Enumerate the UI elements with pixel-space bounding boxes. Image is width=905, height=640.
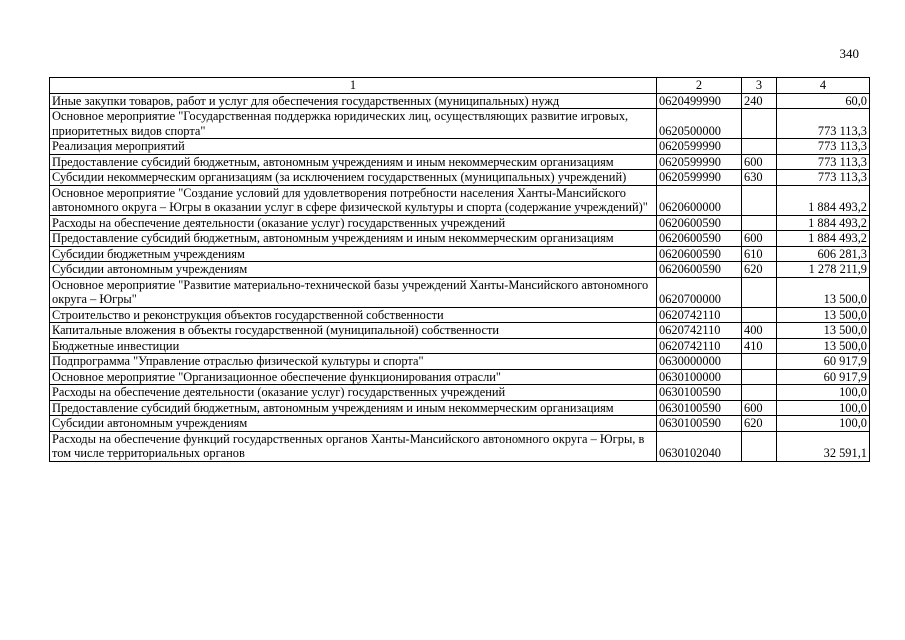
row-name-cell: Бюджетные инвестиции (50, 338, 657, 354)
row-code-cell: 0620599990 (657, 170, 742, 186)
table-row (50, 262, 870, 278)
table-header-row (50, 78, 870, 94)
row-name-cell: Предоставление субсидий бюджетным, автономным учреждениям и иным некоммерческим организациям (50, 154, 657, 170)
row-expense-type-cell: 600 (742, 400, 777, 416)
row-amount-cell: 1 884 493,2 (777, 185, 870, 215)
row-code-cell: 0620742110 (657, 307, 742, 323)
table-row (50, 400, 870, 416)
row-name-cell: Субсидии автономным учреждениям (50, 416, 657, 432)
row-code-cell: 0620499990 (657, 93, 742, 109)
row-name-cell: Расходы на обеспечение деятельности (оказание услуг) государственных учреждений (50, 215, 657, 231)
row-amount-cell: 13 500,0 (777, 323, 870, 339)
row-expense-type-cell: 610 (742, 246, 777, 262)
row-expense-type-cell (742, 369, 777, 385)
page-number: 340 (839, 46, 859, 61)
row-amount-cell: 13 500,0 (777, 307, 870, 323)
column-header-2: 2 (657, 78, 742, 94)
row-expense-type-cell (742, 185, 777, 215)
column-header-4: 4 (777, 78, 870, 94)
row-code-cell: 0620742110 (657, 338, 742, 354)
row-expense-type-cell (742, 307, 777, 323)
row-expense-type-cell: 620 (742, 416, 777, 432)
table-row (50, 277, 870, 307)
row-expense-type-cell: 400 (742, 323, 777, 339)
table-row (50, 354, 870, 370)
table-row (50, 231, 870, 247)
table-row (50, 215, 870, 231)
column-header-1: 1 (50, 78, 657, 94)
row-expense-type-cell: 600 (742, 231, 777, 247)
row-amount-cell: 1 884 493,2 (777, 231, 870, 247)
row-expense-type-cell (742, 215, 777, 231)
column-header-3: 3 (742, 78, 777, 94)
row-expense-type-cell (742, 109, 777, 139)
row-amount-cell: 1 278 211,9 (777, 262, 870, 278)
table-row (50, 307, 870, 323)
table-row (50, 338, 870, 354)
row-name-cell: Подпрограмма "Управление отраслью физической культуры и спорта" (50, 354, 657, 370)
row-code-cell: 0620600590 (657, 262, 742, 278)
row-name-cell: Основное мероприятие "Создание условий для удовлетворения потребности населения Ханты-Мансийского автономного округа – Югры в оказании услуг в сфере физической культуры и спорта (содержание учреждений)" (50, 185, 657, 215)
row-code-cell: 0630100590 (657, 400, 742, 416)
row-name-cell: Расходы на обеспечение деятельности (оказание услуг) государственных учреждений (50, 385, 657, 401)
row-code-cell: 0630102040 (657, 431, 742, 461)
row-expense-type-cell (742, 385, 777, 401)
row-name-cell: Строительство и реконструкция объектов государственной собственности (50, 307, 657, 323)
row-name-cell: Предоставление субсидий бюджетным, автономным учреждениям и иным некоммерческим организациям (50, 231, 657, 247)
row-name-cell: Основное мероприятие "Организационное обеспечение функционирования отрасли" (50, 369, 657, 385)
row-code-cell: 0620600590 (657, 215, 742, 231)
row-amount-cell: 32 591,1 (777, 431, 870, 461)
row-name-cell: Капитальные вложения в объекты государственной (муниципальной) собственности (50, 323, 657, 339)
table-row (50, 93, 870, 109)
row-expense-type-cell: 620 (742, 262, 777, 278)
row-amount-cell: 60,0 (777, 93, 870, 109)
table-row (50, 246, 870, 262)
row-expense-type-cell: 240 (742, 93, 777, 109)
row-expense-type-cell: 600 (742, 154, 777, 170)
row-amount-cell: 606 281,3 (777, 246, 870, 262)
row-name-cell: Субсидии автономным учреждениям (50, 262, 657, 278)
row-expense-type-cell (742, 139, 777, 155)
table-row (50, 385, 870, 401)
row-code-cell: 0620599990 (657, 139, 742, 155)
row-code-cell: 0630100590 (657, 385, 742, 401)
table-row (50, 109, 870, 139)
row-code-cell: 0620600590 (657, 231, 742, 247)
row-code-cell: 0630100000 (657, 369, 742, 385)
row-name-cell: Субсидии бюджетным учреждениям (50, 246, 657, 262)
row-amount-cell: 773 113,3 (777, 109, 870, 139)
row-code-cell: 0630100590 (657, 416, 742, 432)
row-name-cell: Реализация мероприятий (50, 139, 657, 155)
row-expense-type-cell: 630 (742, 170, 777, 186)
row-code-cell: 0620600000 (657, 185, 742, 215)
row-code-cell: 0620599990 (657, 154, 742, 170)
table-row (50, 416, 870, 432)
table-row (50, 139, 870, 155)
table-row (50, 323, 870, 339)
table-row (50, 154, 870, 170)
table-body (50, 93, 870, 461)
row-code-cell: 0620700000 (657, 277, 742, 307)
row-amount-cell: 13 500,0 (777, 277, 870, 307)
row-amount-cell: 773 113,3 (777, 139, 870, 155)
row-expense-type-cell: 410 (742, 338, 777, 354)
table-row (50, 185, 870, 215)
row-code-cell: 0620500000 (657, 109, 742, 139)
row-name-cell: Субсидии некоммерческим организациям (за исключением государственных (муниципальных) учреждений) (50, 170, 657, 186)
row-amount-cell: 60 917,9 (777, 354, 870, 370)
row-name-cell: Расходы на обеспечение функций государственных органов Ханты-Мансийского автономного округа – Югры, в том числе территориальных органов (50, 431, 657, 461)
row-code-cell: 0620600590 (657, 246, 742, 262)
row-expense-type-cell (742, 277, 777, 307)
row-amount-cell: 13 500,0 (777, 338, 870, 354)
row-amount-cell: 100,0 (777, 416, 870, 432)
row-expense-type-cell (742, 431, 777, 461)
table-row (50, 170, 870, 186)
row-code-cell: 0620742110 (657, 323, 742, 339)
row-amount-cell: 1 884 493,2 (777, 215, 870, 231)
row-name-cell: Иные закупки товаров, работ и услуг для обеспечения государственных (муниципальных) нужд (50, 93, 657, 109)
table-row (50, 431, 870, 461)
row-code-cell: 0630000000 (657, 354, 742, 370)
table-row (50, 369, 870, 385)
row-name-cell: Предоставление субсидий бюджетным, автономным учреждениям и иным некоммерческим организациям (50, 400, 657, 416)
row-name-cell: Основное мероприятие "Развитие материально-технической базы учреждений Ханты-Мансийского автономного округа – Югры" (50, 277, 657, 307)
row-expense-type-cell (742, 354, 777, 370)
row-amount-cell: 773 113,3 (777, 170, 870, 186)
row-amount-cell: 60 917,9 (777, 369, 870, 385)
row-amount-cell: 100,0 (777, 400, 870, 416)
row-amount-cell: 100,0 (777, 385, 870, 401)
row-amount-cell: 773 113,3 (777, 154, 870, 170)
budget-table (49, 77, 870, 462)
row-name-cell: Основное мероприятие "Государственная поддержка юридических лиц, осуществляющих развитие игровых, приоритетных видов спорта" (50, 109, 657, 139)
